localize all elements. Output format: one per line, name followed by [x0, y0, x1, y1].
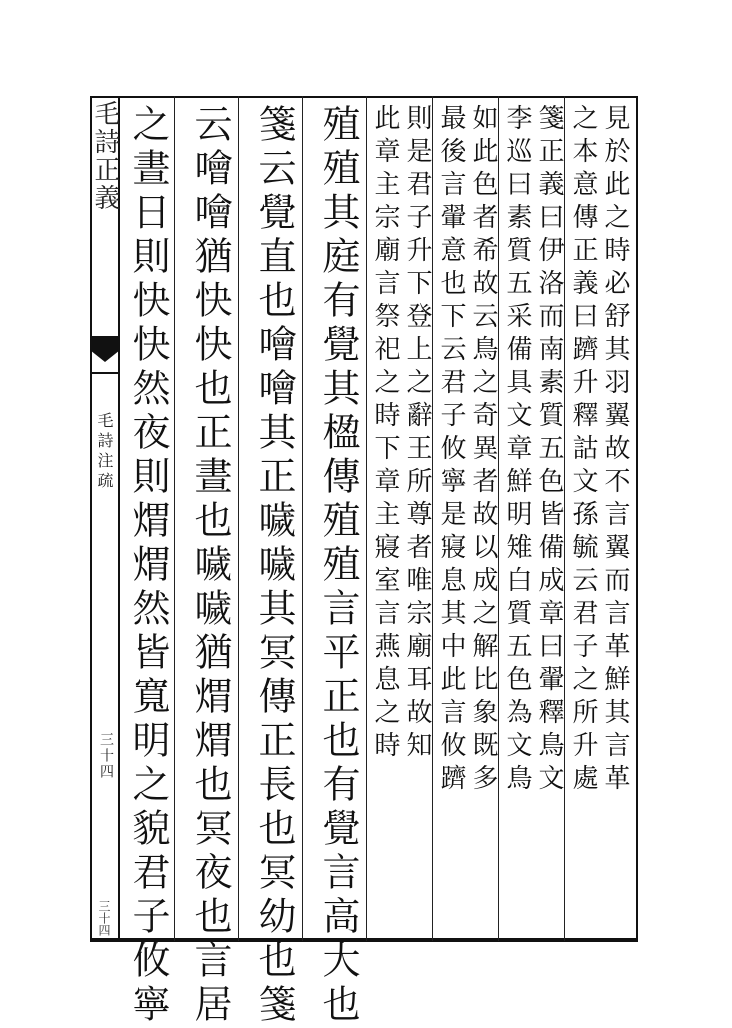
text-column: 此章主宗廟言祭祀之時下章主寢室言燕息之時 [370, 104, 400, 764]
text-column: 箋云覺直也噲噲其正噦噦其冥傳正長也冥幼也箋 [252, 104, 296, 1028]
column-divider [238, 96, 239, 941]
text-column: 如此色者希故云鳥之奇異者故以成之解比象既多 [468, 104, 498, 797]
text-column: 之本意傳正義曰躋升釋詁文孫毓云君子之所升處 [568, 104, 598, 797]
column-divider [174, 96, 175, 941]
column-divider [564, 96, 565, 941]
fish-tail-rule [92, 372, 118, 374]
text-column: 最後言翬意也下云君子攸寧是寢息其中此言攸躋 [436, 104, 466, 797]
text-column: 云噲噲猶快快也正晝也噦噦猶煟煟也冥夜也言居 [188, 104, 232, 1028]
text-column: 殖殖其庭有覺其楹傳殖殖言平正也有覺言高大也 [316, 104, 360, 1028]
text-column: 李巡曰素質五采備具文章鮮明雉白質五色為文鳥 [502, 104, 532, 797]
page-number: 三十四 [98, 732, 114, 780]
column-divider [302, 96, 303, 941]
margin-column [90, 96, 120, 941]
margin-top-title: 毛詩正義 [90, 100, 120, 212]
column-divider [498, 96, 499, 941]
column-divider [366, 96, 367, 941]
text-column: 之晝日則快快然夜則煟煟然皆寬明之貌君子攸寧 [126, 104, 170, 1028]
text-column: 見於此之時必舒其羽翼故不言翼而言革鮮其言革 [600, 104, 630, 797]
text-column: 箋正義曰伊洛而南素質五色皆備成章曰翬釋鳥文 [534, 104, 564, 797]
book-title: 毛詩注疏 [95, 412, 114, 492]
text-column: 則是君子升下登上之辭王所尊者唯宗廟耳故知 [402, 104, 432, 764]
bottom-margin-mark: 三十四 [97, 900, 111, 936]
column-divider [432, 96, 433, 941]
